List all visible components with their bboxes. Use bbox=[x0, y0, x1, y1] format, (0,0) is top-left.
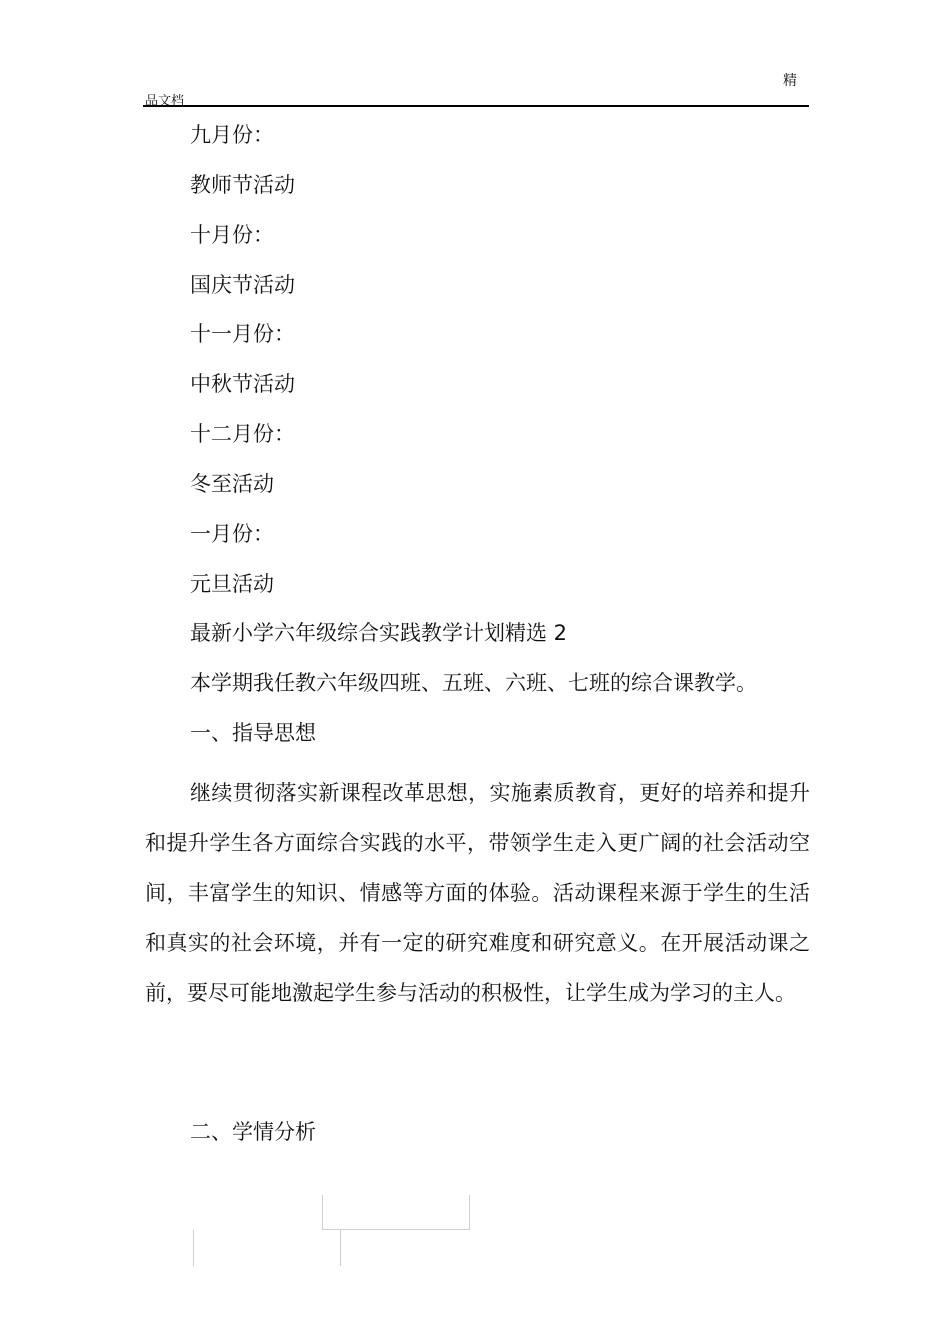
activity-national-day: 国庆节活动 bbox=[190, 273, 295, 297]
header-right-text: 精 bbox=[783, 73, 797, 89]
plan-title: 最新小学六年级综合实践教学计划精选 2 bbox=[190, 621, 568, 645]
table-cell-top bbox=[322, 1195, 470, 1230]
table-cell-bottom bbox=[193, 1230, 341, 1266]
month-september: 九月份： bbox=[190, 123, 274, 147]
activity-teachers-day: 教师节活动 bbox=[190, 173, 295, 197]
month-december: 十二月份： bbox=[190, 422, 295, 446]
section-heading-student-analysis: 二、学情分析 bbox=[190, 1120, 316, 1144]
month-november: 十一月份： bbox=[190, 322, 295, 346]
activity-new-year: 元旦活动 bbox=[190, 572, 274, 596]
header-rule bbox=[143, 105, 809, 107]
month-january: 一月份： bbox=[190, 522, 274, 546]
activity-winter-solstice: 冬至活动 bbox=[190, 472, 274, 496]
header-left-text: 品文档 bbox=[145, 94, 185, 109]
section-heading-guiding-thought: 一、指导思想 bbox=[190, 721, 316, 745]
activity-mid-autumn: 中秋节活动 bbox=[190, 372, 295, 396]
guiding-thought-paragraph: 继续贯彻落实新课程改革思想，实施素质教育，更好的培养和提升和提升学生各方面综合实践的水平，带领学生走入更广阔的社会活动空间，丰富学生的知识、情感等方面的体验。活动课程来源于学生的生活和真实的社会环境，并有一定的研究难度和研究意义。在开展活动课之前，要尽可能地激起学生参与活动的积极性，让学生成为学习的主人。 bbox=[145, 781, 810, 1005]
month-october: 十月份： bbox=[190, 223, 274, 247]
intro-sentence: 本学期我任教六年级四班、五班、六班、七班的综合课教学。 bbox=[190, 671, 757, 695]
